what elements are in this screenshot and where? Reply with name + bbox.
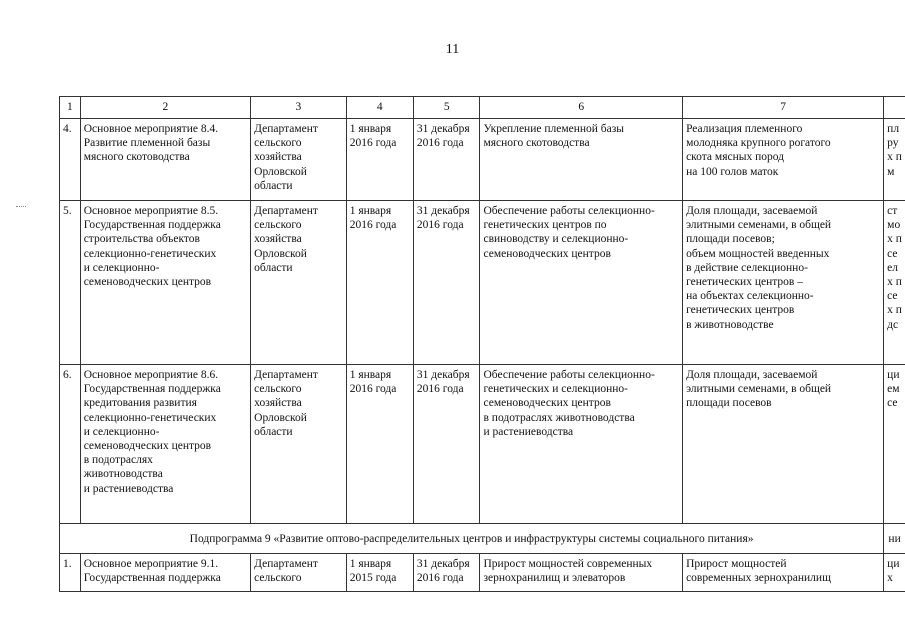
indicator [683,365,884,524]
table-row [60,365,905,524]
header-row [60,97,905,119]
executor-line: хозяйства [254,233,302,246]
executor-line: Департамент [254,123,318,135]
indicator-line: современных зернохранилищ [686,572,831,585]
clipped-column-line: дс [887,318,899,331]
activity-name-line: селекционно-генетических [83,411,217,424]
expected-result [480,119,683,201]
expected-result-line: Укрепление племенной базы [483,123,625,135]
indicator-line: скота мясных пород [686,151,785,164]
clipped-column-line: ци [887,558,900,570]
executor-line: Департамент [254,558,318,570]
indicator-line: молодняка крупного рогатого [686,137,831,150]
executor-line: Департамент [254,369,318,381]
expected-result-line: семеноводческих центров [483,247,611,260]
executor-line: сельского [254,572,302,585]
clipped-column-line: м [887,165,895,178]
end-date-line: 2016 года [416,383,464,396]
activity-name-line: Развитие племенной базы [83,137,211,150]
header-cell: 5 [413,97,480,119]
end-date-line: 2016 года [416,137,464,150]
start-date-line: 1 января [349,369,392,381]
executor-line: Орловской [254,165,307,178]
indicator-line: площади посевов; [686,233,775,246]
expected-result [480,365,683,524]
indicator-line: Реализация племенного [686,123,803,135]
clipped-column-line: пл [887,123,900,135]
clipped-column-line: ци [887,369,900,381]
end-date-line: 31 декабря [416,558,470,570]
executor-line: области [254,425,293,438]
end-date-line: 2016 года [416,219,464,232]
activity-name-line: Основное мероприятие 9.1. [83,558,219,570]
activity-name-line: и растениеводства [83,482,174,495]
activity-name [80,119,250,201]
indicator-line: в животноводстве [686,318,774,331]
clipped-column-line: х п [887,304,902,317]
expected-result-line: мясного скотоводства [483,137,590,150]
activity-name-line: семеноводческих центров [83,440,212,453]
executor [251,554,347,592]
indicator-line: площади посевов [686,397,772,410]
expected-result-line: Прирост мощностей современных [483,558,653,570]
header-cell: 6 [480,97,683,119]
end-date-line: 2016 года [416,572,464,585]
expected-result-line: свиноводству и селекционно- [483,233,629,246]
clipped-column-line: ем [887,383,900,396]
expected-result-line: Обеспечение работы селекционно- [483,369,655,381]
executor [251,119,347,201]
start-date [346,201,413,365]
header-cell: 4 [346,97,413,119]
margin-mark [16,206,26,207]
executor-line: хозяйства [254,151,302,164]
end-date [413,119,480,201]
expected-result [480,554,683,592]
row-number [60,365,81,524]
clipped-column-line: се [887,290,898,303]
subprogram-row [60,524,905,554]
start-date-line: 2016 года [349,137,397,150]
activity-name-line: животноводства [83,468,163,481]
clipped-column-line: ел [887,261,899,274]
activity-name [80,365,250,524]
row-number [60,201,81,365]
start-date [346,365,413,524]
expected-result-line: Обеспечение работы селекционно- [483,205,655,217]
activity-name [80,554,250,592]
clipped-column [884,554,905,592]
executor-line: Департамент [254,205,318,217]
row-number [60,554,81,592]
indicator-line: Прирост мощностей [686,558,787,570]
row-number-line: 4. [63,123,72,135]
activity-name-line: кредитования развития [83,397,197,410]
row-number [60,119,81,201]
start-date [346,554,413,592]
start-date-line: 2016 года [349,219,397,232]
clipped-column-line: х п [887,233,902,246]
clipped-column [884,119,905,201]
activity-name-line: Государственная поддержка [83,383,221,396]
activity-name-line: в подотраслях [83,454,153,467]
clipped-column-line: х [887,572,893,585]
clipped-column-line: ст [887,205,898,217]
expected-result [480,201,683,365]
header-cell-clipped [884,97,905,119]
header-cell: 2 [80,97,250,119]
end-date-line: 31 декабря [416,369,470,381]
table-row [60,201,905,365]
executor-line: области [254,261,293,274]
subprogram-clipped: ни [884,524,905,554]
indicator-line: на объектах селекционно- [686,290,814,303]
indicator-line: Доля площади, засеваемой [686,205,818,217]
header-cell: 3 [251,97,347,119]
executor-line: сельского [254,383,302,396]
start-date-line: 2015 года [349,572,397,585]
executor-line: Орловской [254,411,307,424]
start-date-line: 1 января [349,205,392,217]
executor-line: сельского [254,137,302,150]
table-row [60,119,905,201]
executor-line: хозяйства [254,397,302,410]
start-date-line: 1 января [349,123,392,135]
activity-name-line: мясного скотоводства [83,151,190,164]
activity-name [80,201,250,365]
indicator-line: Доля площади, засеваемой [686,369,818,381]
header-cell: 1 [60,97,81,119]
activity-name-line: и селекционно- [83,425,160,438]
activity-name-line: и селекционно- [83,261,160,274]
executor [251,365,347,524]
indicator [683,119,884,201]
clipped-column [884,365,905,524]
end-date-line: 31 декабря [416,205,470,217]
header-cell: 7 [683,97,884,119]
clipped-column-line: се [887,397,898,410]
expected-result-line: генетических и селекционно- [483,383,628,396]
row-number-line: 5. [63,205,72,217]
expected-result-line: в подотраслях животноводства [483,411,635,424]
expected-result-line: и растениеводства [483,425,574,438]
indicator-line: объем мощностей введенных [686,247,830,260]
start-date-line: 2016 года [349,383,397,396]
indicator [683,554,884,592]
activity-name-line: Государственная поддержка [83,572,221,585]
activity-name-line: Основное мероприятие 8.5. [83,205,219,217]
executor-line: области [254,179,293,192]
executor [251,201,347,365]
page-number: 11 [445,42,460,57]
clipped-column-line: ру [887,137,899,150]
executor-line: сельского [254,219,302,232]
activity-name-line: семеноводческих центров [83,276,212,289]
expected-result-line: зернохранилищ и элеваторов [483,572,626,585]
clipped-column-line: мо [887,219,901,232]
row-number-line: 1. [63,558,72,570]
start-date-line: 1 января [349,558,392,570]
activity-name-line: селекционно-генетических [83,247,217,260]
indicator-line: в действие селекционно- [686,261,808,274]
indicator-line: элитными семенами, в общей [686,383,832,396]
row-number-line: 6. [63,369,72,381]
start-date [346,119,413,201]
indicator-line: элитными семенами, в общей [686,219,832,232]
clipped-column [884,201,905,365]
expected-result-line: генетических центров по [483,219,607,232]
activity-name-line: строительства объектов [83,233,200,246]
indicator-line: на 100 голов маток [686,165,779,178]
indicator [683,201,884,365]
clipped-column-line: х п [887,276,902,289]
expected-result-line: семеноводческих центров [483,397,611,410]
end-date [413,201,480,365]
indicator-line: генетических центров – [686,276,803,289]
clipped-column-line: се [887,247,898,260]
executor-line: Орловской [254,247,307,260]
activity-name-line: Основное мероприятие 8.6. [83,369,219,381]
end-date [413,365,480,524]
activity-name-line: Государственная поддержка [83,219,221,232]
table-row [60,554,905,592]
indicator-line: генетических центров [686,304,795,317]
clipped-column-line: х п [887,151,902,164]
subprogram-title: Подпрограмма 9 «Развитие оптово-распределительных центров и инфраструктуры системы социального питания» [60,524,884,554]
activities-table [59,96,905,592]
end-date [413,554,480,592]
end-date-line: 31 декабря [416,123,470,135]
activity-name-line: Основное мероприятие 8.4. [83,123,219,135]
